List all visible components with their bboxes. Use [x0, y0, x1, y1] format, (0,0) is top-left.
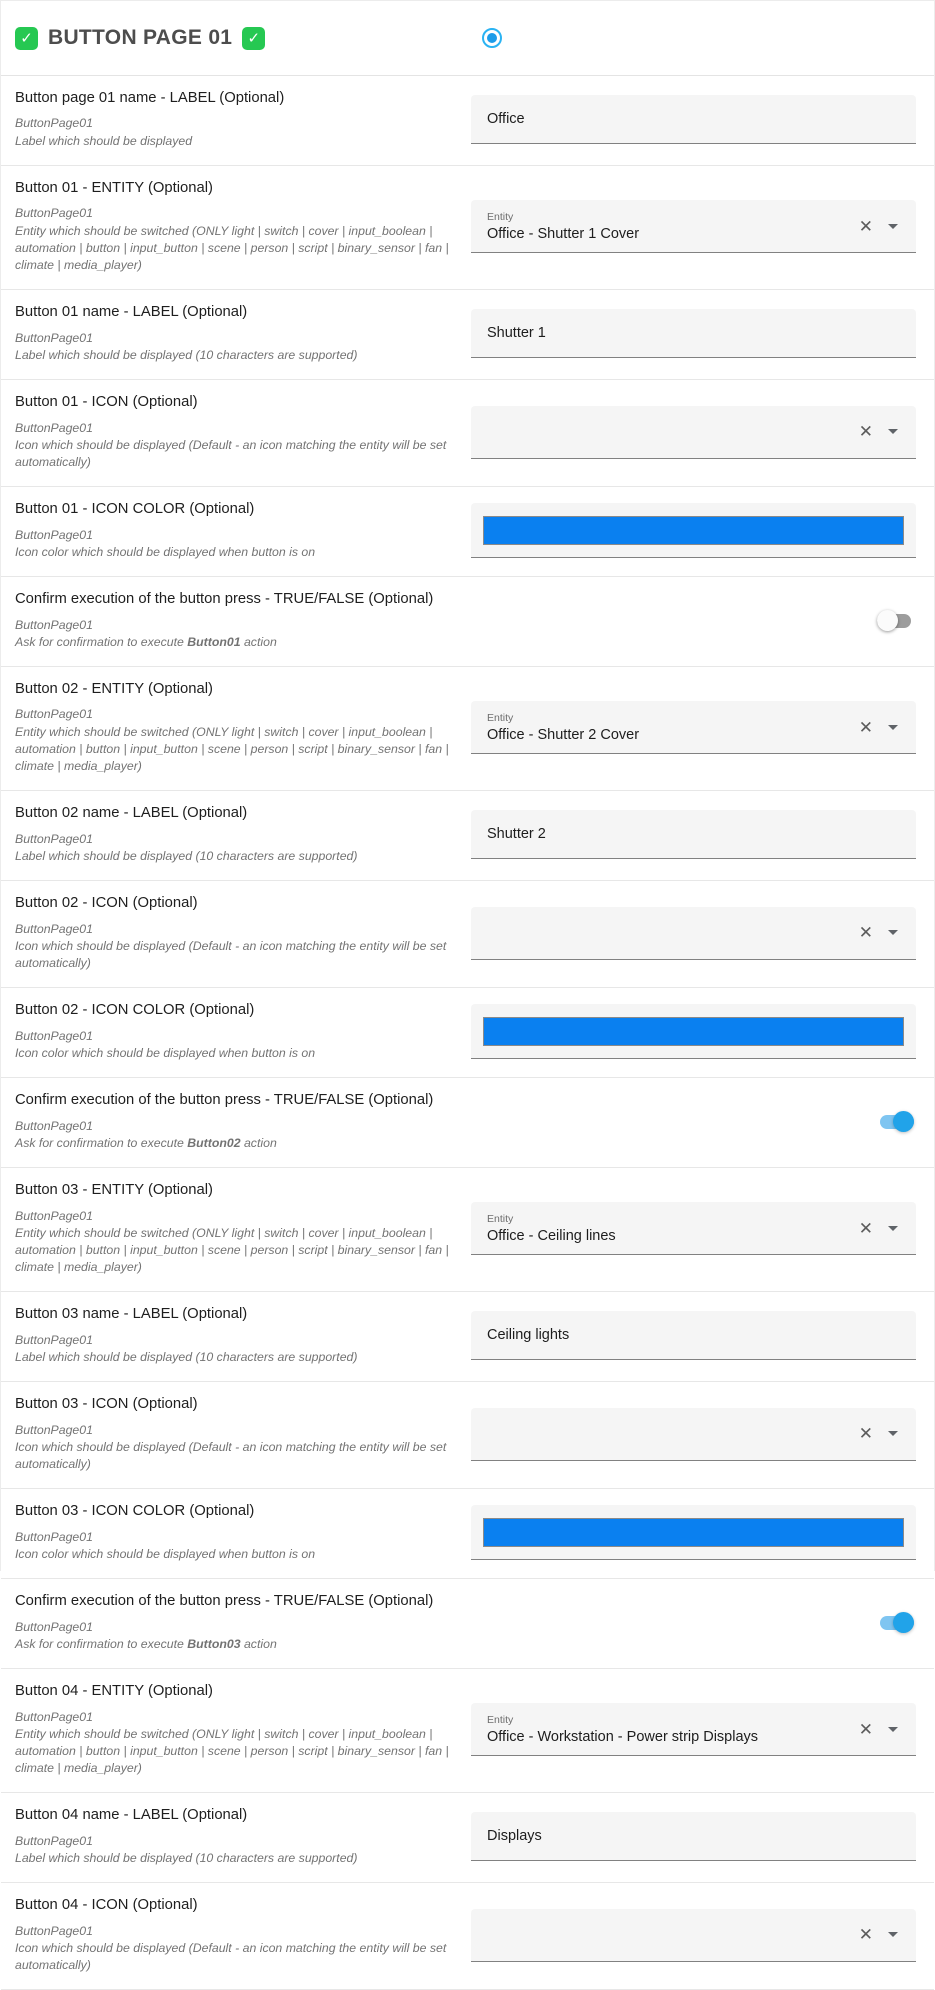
text-input-value: Ceiling lights: [487, 1327, 570, 1344]
clear-icon[interactable]: ✕: [858, 717, 873, 737]
form-row-button01-icon: [1, 380, 934, 487]
icon-select[interactable]: [471, 406, 916, 459]
clear-icon[interactable]: ✕: [858, 422, 873, 442]
field-description: Entity which should be switched (ONLY light | switch | cover | input_boolean | automation | button | input_button | scene | person | script | binary_sensor | fan | climate | media_player): [15, 223, 449, 272]
field-description: Ask for confirmation to execute Button01 action: [15, 634, 277, 649]
field-title: Button 04 name - LABEL (Optional): [15, 1807, 248, 1824]
select-value: Office - Ceiling lines: [487, 1227, 616, 1244]
text-input-value: Displays: [487, 1828, 542, 1845]
field-title: Button 03 - ENTITY (Optional): [15, 1182, 213, 1199]
entity-select[interactable]: [471, 200, 916, 253]
field-group-label: ButtonPage01: [15, 617, 93, 632]
field-title: Confirm execution of the button press - TRUE/FALSE (Optional): [15, 1593, 434, 1610]
form-row-button03-icon-color: [1, 1489, 934, 1579]
select-floating-label: Entity: [487, 711, 514, 724]
dropdown-caret-icon[interactable]: [888, 725, 898, 730]
field-description: Ask for confirmation to execute Button02 action: [15, 1135, 277, 1150]
dropdown-caret-icon[interactable]: [888, 1431, 898, 1436]
dropdown-caret-icon[interactable]: [888, 930, 898, 935]
toggle-thumb: [893, 1111, 914, 1132]
page-title: BUTTON PAGE 01: [48, 26, 233, 49]
color-swatch[interactable]: [483, 516, 904, 545]
field-description: Label which should be displayed (10 characters are supported): [15, 347, 358, 362]
text-input[interactable]: [471, 1812, 916, 1861]
form-row-button02-name: [1, 791, 934, 881]
select-value: Office - Shutter 2 Cover: [487, 726, 640, 743]
text-input-value: Shutter 2: [487, 826, 546, 843]
field-description: Label which should be displayed: [15, 133, 193, 148]
field-title: Button 02 - ICON COLOR (Optional): [15, 1002, 255, 1019]
color-swatch[interactable]: [483, 1518, 904, 1547]
field-description: Icon color which should be displayed when button is on: [15, 1546, 316, 1561]
field-title: Button 02 - ICON (Optional): [15, 895, 198, 912]
field-description: Entity which should be switched (ONLY light | switch | cover | input_boolean | automation | button | input_button | scene | person | script | binary_sensor | fan | climate | media_player): [15, 1726, 449, 1776]
icon-select[interactable]: [471, 1408, 916, 1461]
field-title: Confirm execution of the button press - TRUE/FALSE (Optional): [15, 1092, 434, 1109]
clear-icon[interactable]: ✕: [858, 923, 873, 943]
field-title: Button 02 name - LABEL (Optional): [15, 805, 248, 822]
toggle-thumb: [877, 610, 898, 631]
form-row-button04-icon: [1, 1883, 934, 1990]
field-group-label: ButtonPage01: [15, 1332, 93, 1347]
form-row-button03-confirm: [1, 1579, 934, 1669]
text-input[interactable]: [471, 95, 916, 144]
radio-button[interactable]: [482, 28, 502, 48]
clear-icon[interactable]: ✕: [858, 216, 873, 236]
page-header: [1, 1, 934, 76]
field-description: Entity which should be switched (ONLY light | switch | cover | input_boolean | automation | button | input_button | scene | person | script | binary_sensor | fan | climate | media_player): [15, 1225, 449, 1275]
field-description: Ask for confirmation to execute Button03 action: [15, 1636, 277, 1651]
field-description: Icon which should be displayed (Default - an icon matching the entity will be set automatically): [15, 1940, 447, 1973]
green-check-icon: ✓: [242, 27, 265, 50]
form-row-button01-entity: [1, 166, 934, 290]
toggle-thumb: [893, 1612, 914, 1633]
field-title: Button 04 - ENTITY (Optional): [15, 1683, 213, 1700]
color-picker-field[interactable]: [471, 1505, 916, 1560]
clear-icon[interactable]: ✕: [858, 1218, 873, 1238]
dropdown-caret-icon[interactable]: [888, 429, 898, 434]
field-description: Icon color which should be displayed when button is on: [15, 1045, 316, 1060]
field-group-label: ButtonPage01: [15, 831, 93, 846]
field-description: Entity which should be switched (ONLY light | switch | cover | input_boolean | automation | button | input_button | scene | person | script | binary_sensor | fan | climate | media_player): [15, 724, 449, 774]
color-swatch[interactable]: [483, 1017, 904, 1046]
field-description: Icon which should be displayed (Default - an icon matching the entity will be set automatically): [15, 1439, 447, 1472]
field-title: Button 02 - ENTITY (Optional): [15, 680, 213, 697]
field-group-label: ButtonPage01: [15, 1422, 93, 1437]
text-input-value: Office: [487, 110, 525, 127]
dropdown-caret-icon[interactable]: [888, 1727, 898, 1732]
form-row-button03-entity: [1, 1168, 934, 1292]
field-description: Label which should be displayed (10 characters are supported): [15, 1851, 358, 1866]
confirm-toggle[interactable]: [877, 610, 914, 631]
field-group-label: ButtonPage01: [15, 1028, 93, 1043]
field-description: Label which should be displayed (10 characters are supported): [15, 1350, 358, 1364]
dropdown-caret-icon[interactable]: [888, 1932, 898, 1937]
form-row-button04-name: [1, 1793, 934, 1883]
field-group-label: ButtonPage01: [15, 1923, 93, 1938]
form-row-button01-confirm: [1, 577, 934, 667]
field-group-label: ButtonPage01: [15, 921, 93, 936]
field-title: Confirm execution of the button press - TRUE/FALSE (Optional): [15, 591, 434, 608]
field-description: Icon which should be displayed (Default - an icon matching the entity will be set automatically): [15, 437, 447, 469]
form-row-button02-confirm: [1, 1078, 934, 1168]
entity-select[interactable]: [471, 701, 916, 754]
select-value: Office - Workstation - Power strip Displays: [487, 1728, 759, 1745]
form-row-button01-name: [1, 290, 934, 380]
field-group-label: ButtonPage01: [15, 1619, 93, 1634]
field-group-label: ButtonPage01: [15, 420, 93, 435]
field-group-label: ButtonPage01: [15, 330, 93, 345]
field-description: Label which should be displayed (10 characters are supported): [15, 848, 358, 863]
select-floating-label: Entity: [487, 1713, 514, 1726]
field-title: Button page 01 name - LABEL (Optional): [15, 90, 285, 106]
field-group-label: ButtonPage01: [15, 206, 93, 221]
text-input[interactable]: [471, 1311, 916, 1360]
green-check-icon: ✓: [15, 27, 38, 50]
dropdown-caret-icon[interactable]: [888, 1226, 898, 1231]
text-input[interactable]: [471, 309, 916, 358]
form-row-page-name: [1, 76, 934, 166]
icon-select[interactable]: [471, 907, 916, 960]
clear-icon[interactable]: ✕: [858, 1424, 873, 1444]
form-row-button03-icon: [1, 1382, 934, 1489]
field-group-label: ButtonPage01: [15, 1208, 93, 1223]
form-row-button02-entity: [1, 667, 934, 791]
field-title: Button 01 - ICON (Optional): [15, 394, 198, 411]
form-row-button03-name: [1, 1292, 934, 1382]
form-row-button02-icon: [1, 881, 934, 988]
field-title: Button 01 - ICON COLOR (Optional): [15, 501, 255, 518]
dropdown-caret-icon[interactable]: [888, 224, 898, 229]
confirm-toggle[interactable]: [877, 1612, 914, 1633]
color-picker-field[interactable]: [471, 1004, 916, 1059]
select-floating-label: Entity: [487, 1212, 514, 1225]
text-input-value: Shutter 1: [487, 325, 546, 342]
entity-select[interactable]: [471, 1703, 916, 1756]
field-group-label: ButtonPage01: [15, 116, 93, 131]
radio-dot: [487, 33, 497, 43]
clear-icon[interactable]: ✕: [858, 1925, 873, 1945]
form-row-button04-entity: [1, 1669, 934, 1793]
field-description: Icon which should be displayed (Default - an icon matching the entity will be set automatically): [15, 938, 447, 971]
field-group-label: ButtonPage01: [15, 1118, 93, 1133]
field-title: Button 03 - ICON (Optional): [15, 1396, 198, 1413]
field-group-label: ButtonPage01: [15, 707, 93, 722]
field-title: Button 03 name - LABEL (Optional): [15, 1306, 248, 1323]
field-group-label: ButtonPage01: [15, 1709, 93, 1724]
field-group-label: ButtonPage01: [15, 527, 93, 542]
clear-icon[interactable]: ✕: [858, 1719, 873, 1739]
field-title: Button 01 - ENTITY (Optional): [15, 179, 213, 196]
confirm-toggle[interactable]: [877, 1111, 914, 1132]
field-group-label: ButtonPage01: [15, 1833, 93, 1848]
field-group-label: ButtonPage01: [15, 1529, 93, 1544]
select-floating-label: Entity: [487, 210, 514, 223]
field-title: Button 01 name - LABEL (Optional): [15, 304, 248, 321]
field-description: Icon color which should be displayed when button is on: [15, 544, 316, 559]
select-value: Office - Shutter 1 Cover: [487, 225, 640, 242]
entity-select[interactable]: [471, 1202, 916, 1255]
text-input[interactable]: [471, 810, 916, 859]
field-title: Button 03 - ICON COLOR (Optional): [15, 1503, 255, 1520]
form-row-button02-icon-color: [1, 988, 934, 1078]
form-row-button01-icon-color: [1, 487, 934, 577]
icon-select[interactable]: [471, 1909, 916, 1962]
color-picker-field[interactable]: [471, 503, 916, 558]
field-title: Button 04 - ICON (Optional): [15, 1897, 198, 1914]
